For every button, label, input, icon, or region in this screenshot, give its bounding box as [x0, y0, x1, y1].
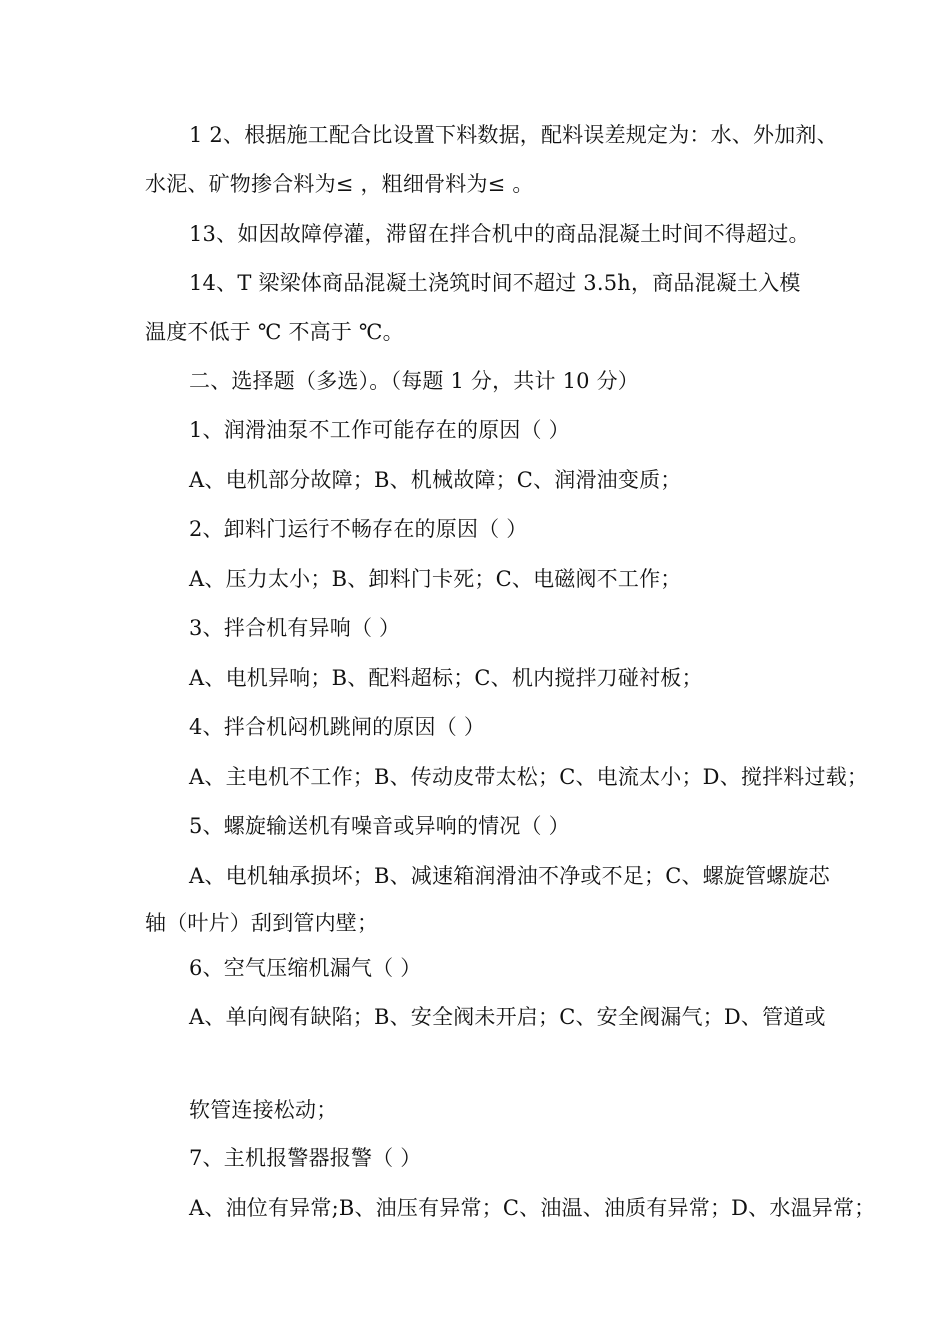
question-14-line-1: 14、T 梁梁体商品混凝土浇筑时间不超过 3.5h，商品混凝土入模 [189, 271, 801, 295]
mc-options-4: A、主电机不工作；B、传动皮带太松；C、电流太小；D、搅拌料过载； [189, 765, 869, 789]
mc-options-1: A、电机部分故障；B、机械故障；C、润滑油变质； [189, 468, 682, 492]
mc-options-7: A、油位有异常;B、油压有异常；C、油温、油质有异常；D、水温异常； [189, 1196, 876, 1220]
mc-options-6-line-1: A、单向阀有缺陷；B、安全阀未开启；C、安全阀漏气；D、管道或 [189, 1005, 826, 1029]
question-12-line-2: 水泥、矿物掺合料为≤ ，粗细骨料为≤ 。 [145, 172, 534, 196]
question-14-line-2: 温度不低于 ℃ 不高于 ℃。 [145, 320, 404, 344]
mc-options-3: A、电机异响；B、配料超标；C、机内搅拌刀碰衬板； [189, 666, 703, 690]
mc-question-4: 4、拌合机闷机跳闸的原因（ ） [189, 715, 486, 739]
mc-question-2: 2、卸料门运行不畅存在的原因（ ） [189, 517, 528, 541]
mc-question-7: 7、主机报警器报警（ ） [189, 1146, 422, 1170]
mc-options-6-line-2: 软管连接松动； [189, 1098, 338, 1122]
mc-options-5-line-2: 轴（叶片）刮到管内壁； [145, 911, 379, 935]
mc-question-3: 3、拌合机有异响（ ） [189, 616, 401, 640]
mc-question-1: 1、润滑油泵不工作可能存在的原因（ ） [189, 418, 570, 442]
mc-options-2: A、压力太小；B、卸料门卡死；C、电磁阀不工作； [189, 567, 682, 591]
question-13: 13、如因故障停灌，滞留在拌合机中的商品混凝土时间不得超过。 [189, 222, 810, 246]
mc-question-6: 6、空气压缩机漏气（ ） [189, 956, 422, 980]
mc-options-5-line-1: A、电机轴承损坏；B、减速箱润滑油不净或不足；C、螺旋管螺旋芯 [189, 864, 830, 888]
question-12-line-1: 1 2、根据施工配合比设置下料数据，配料误差规定为：水、外加剂、 [189, 123, 838, 147]
mc-question-5: 5、螺旋输送机有噪音或异响的情况（ ） [189, 814, 570, 838]
section-heading-multiple-choice: 二、选择题（多选）。（每题 1 分，共计 10 分） [189, 369, 639, 393]
